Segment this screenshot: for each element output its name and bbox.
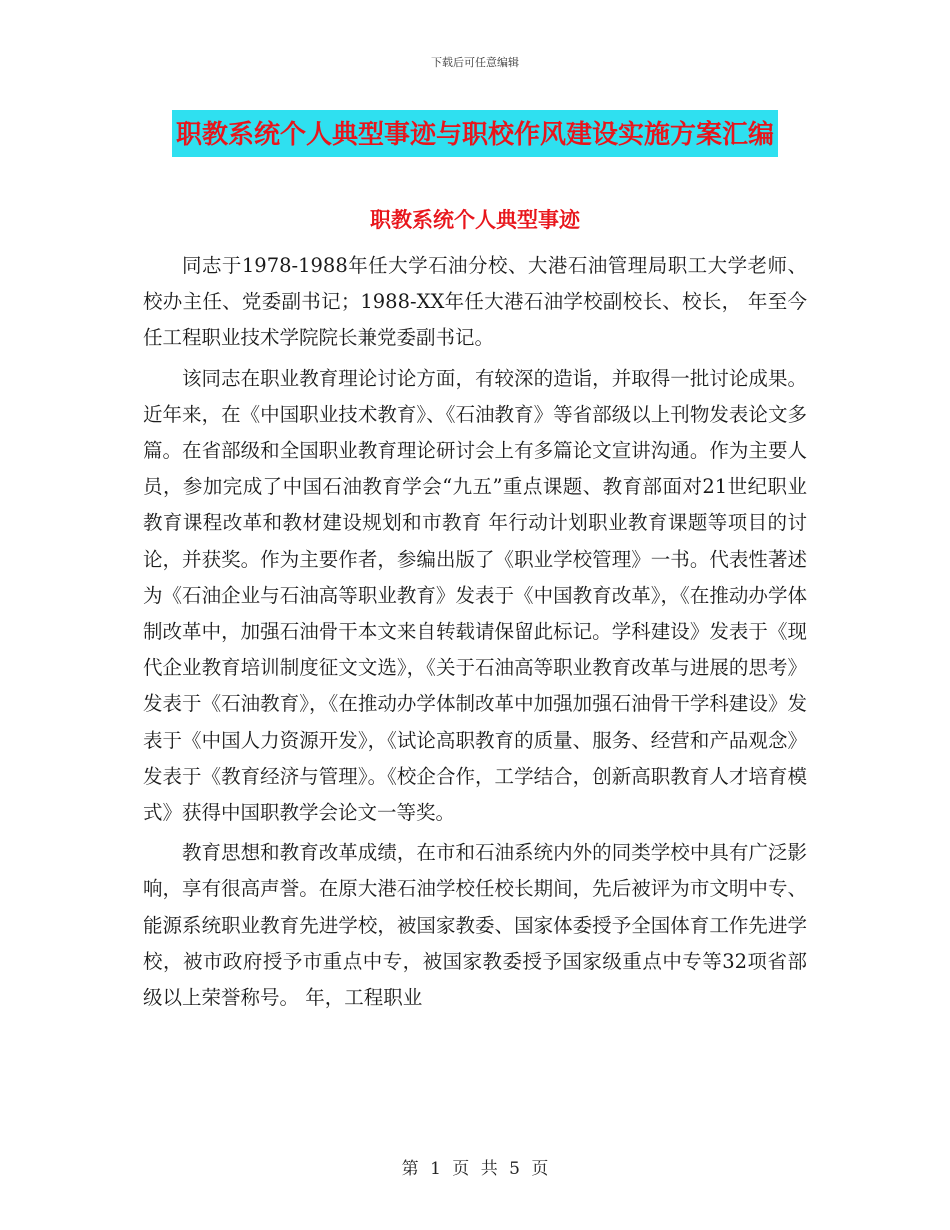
document-body <box>143 248 807 1020</box>
document-title: 职教系统个人典型事迹与职校作风建设实施方案汇编 <box>172 110 778 157</box>
body-paragraph: 同志于1978-1988年任大学石油分校、大港石油管理局职工大学老师、校办主任、党委副书记；1988-XX年任大港石油学校副校长、校长， 年至今任工程职业技术学院院长兼党委副书记。 <box>143 254 807 350</box>
body-paragraph: 教育思想和教育改革成绩，在市和石油系统内外的同类学校中具有广泛影响，享有很高声誉。在原大港石油学校任校长期间，先后被评为市文明中专、能源系统职业教育先进学校，被国家教委、国家体委授予全国体育工作先进学校，被市政府授予市重点中专，被国家教委授予国家级重点中专等32项省部级以上荣誉称号。 年，工程职业 <box>143 841 807 1010</box>
section-title: 职教系统个人典型事迹 <box>370 208 580 232</box>
page-number-footer: 第 1 页 共 5 页 <box>401 1159 549 1179</box>
page-header-note: 下载后可任意编辑 <box>431 56 519 69</box>
body-paragraph: 该同志在职业教育理论讨论方面，有较深的造诣，并取得一批讨论成果。近年来，在《中国职业技术教育》、《石油教育》等省部级以上刊物发表论文多篇。在省部级和全国职业教育理论研讨会上有多篇论文宣讲沟通。作为主要人员，参加完成了中国石油教育学会“九五”重点课题、教育部面对21世纪职业教育课程改革和教材建设规划和市教育 年行动计划职业教育课题等项目的讨论，并获奖。作为主要作者，参编出版了《职业学校管理》一书。代表性著述为《石油企业与石油高等职业教育》发表于《中国教育改革》，《在推动办学体制改革中，加强石油骨干本文来自转载请保留此标记。学科建设》发表于《现代企业教育培训制度征文文选》，《关于石油高等职业教育改革与进展的思考》发表于《石油教育》，《在推动办学体制改革中加强加强石油骨干学科建设》发表于《中国人力资源开发》，《试论高职教育的质量、服务、经营和产品观念》发表于《教育经济与管理》。《校企合作，工学结合，创新高职教育人才培育模式》获得中国职教学会论文一等奖。 <box>143 366 807 825</box>
document-title-container <box>0 110 950 157</box>
